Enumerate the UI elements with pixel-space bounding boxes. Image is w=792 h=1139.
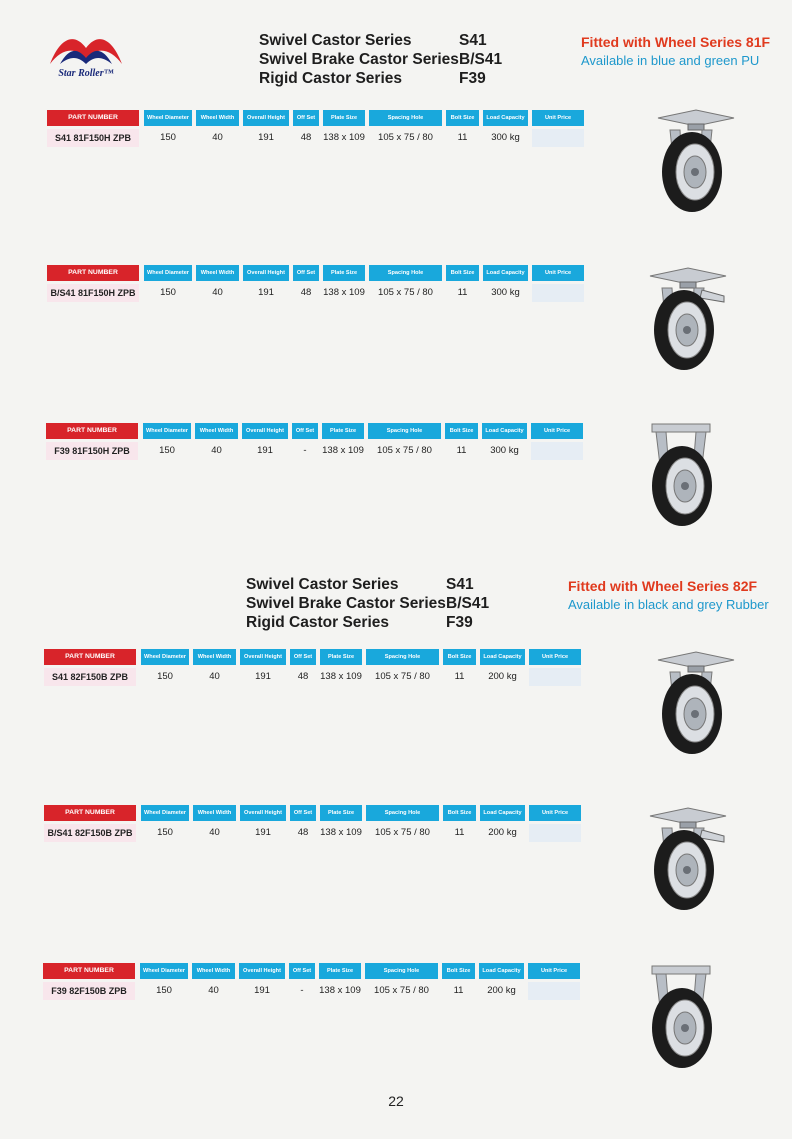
wheel-diameter-value: 150 (160, 287, 176, 298)
wheel-width-header: Wheel Width (196, 110, 239, 126)
wheel-diameter-value: 150 (157, 671, 173, 682)
offset-header: Off Set (289, 963, 315, 979)
series-list-2 (246, 575, 489, 632)
load-capacity-value: 300 kg (490, 445, 519, 456)
part-number-header: PART NUMBER (43, 963, 135, 979)
wheel-width-header: Wheel Width (196, 265, 239, 281)
series-name: Swivel Castor Series (246, 576, 399, 593)
page-number: 22 (388, 1093, 404, 1109)
plate-size-value: 138 x 109 (320, 671, 362, 682)
plate-size-value: 138 x 109 (323, 287, 365, 298)
wheel-width-value: 40 (208, 985, 219, 996)
plate-size-value: 138 x 109 (322, 445, 364, 456)
spacing-hole-header: Spacing Hole (366, 649, 439, 665)
series-list-1 (259, 31, 502, 88)
wheel-diameter-value: 150 (157, 827, 173, 838)
wheel-diameter-value: 150 (160, 132, 176, 143)
bolt-size-header: Bolt Size (442, 963, 475, 979)
overall-height-value: 191 (255, 671, 271, 682)
unit-price-value (532, 284, 584, 302)
plate-size-header: Plate Size (320, 649, 362, 665)
series-name: Rigid Castor Series (246, 614, 389, 631)
available-colors-text: Available in black and grey Rubber (568, 597, 769, 612)
part-number-header: PART NUMBER (44, 805, 136, 821)
offset-value: 48 (297, 827, 309, 838)
overall-height-value: 191 (254, 985, 270, 996)
overall-height-header: Overall Height (240, 805, 286, 821)
plate-size-value: 138 x 109 (320, 827, 362, 838)
bolt-size-header: Bolt Size (445, 423, 478, 439)
bolt-size-value: 11 (456, 445, 467, 456)
overall-height-header: Overall Height (239, 963, 285, 979)
part-number-value: B/S41 82F150B ZPB (44, 824, 136, 842)
unit-price-header: Unit Price (532, 265, 584, 281)
fitted-wheel-heading: Fitted with Wheel Series 81F (581, 34, 771, 50)
offset-value: 48 (300, 287, 312, 298)
wheel-diameter-header: Wheel Diameter (141, 805, 189, 821)
part-number-value: B/S41 81F150H ZPB (47, 284, 139, 302)
spacing-hole-value: 105 x 75 / 80 (375, 671, 430, 682)
part-number-value: F39 81F150H ZPB (46, 442, 138, 460)
unit-price-value (529, 824, 581, 842)
wheel-width-value: 40 (209, 827, 220, 838)
bolt-size-value: 11 (457, 287, 468, 298)
wheel-diameter-header: Wheel Diameter (144, 265, 192, 281)
part-number-value: S41 81F150H ZPB (47, 129, 139, 147)
plate-size-value: 138 x 109 (323, 132, 365, 143)
spacing-hole-value: 105 x 75 / 80 (377, 445, 432, 456)
fan-logo-icon (46, 28, 126, 68)
load-capacity-header: Load Capacity (480, 805, 525, 821)
spacing-hole-value: 105 x 75 / 80 (378, 287, 433, 298)
series-name: Rigid Castor Series (259, 70, 402, 87)
load-capacity-value: 300 kg (491, 287, 520, 298)
wheel-width-header: Wheel Width (193, 805, 236, 821)
part-number-header: PART NUMBER (47, 110, 139, 126)
unit-price-value (529, 668, 581, 686)
spacing-hole-header: Spacing Hole (365, 963, 438, 979)
bolt-size-header: Bolt Size (443, 649, 476, 665)
unit-price-header: Unit Price (531, 423, 583, 439)
offset-value: - (303, 445, 307, 456)
brand-logo: Star Roller™ (46, 28, 126, 80)
series-code: B/S41 (446, 595, 490, 612)
fitted-wheel-heading: Fitted with Wheel Series 82F (568, 578, 758, 594)
wheel-width-header: Wheel Width (195, 423, 238, 439)
offset-value: - (300, 985, 304, 996)
wheel-diameter-header: Wheel Diameter (140, 963, 188, 979)
bolt-size-header: Bolt Size (446, 110, 479, 126)
load-capacity-header: Load Capacity (483, 110, 528, 126)
swivel-castor-image (636, 648, 756, 763)
plate-size-header: Plate Size (319, 963, 361, 979)
part-number-value: S41 82F150B ZPB (44, 668, 136, 686)
load-capacity-value: 200 kg (488, 827, 517, 838)
bolt-size-header: Bolt Size (446, 265, 479, 281)
wheel-width-value: 40 (212, 132, 223, 143)
unit-price-header: Unit Price (532, 110, 584, 126)
overall-height-value: 191 (257, 445, 273, 456)
offset-value: 48 (300, 132, 312, 143)
offset-header: Off Set (290, 649, 316, 665)
spacing-hole-value: 105 x 75 / 80 (375, 827, 430, 838)
wheel-diameter-header: Wheel Diameter (143, 423, 191, 439)
castor-wheel-icon (628, 264, 748, 374)
wheel-width-value: 40 (212, 287, 223, 298)
bolt-size-value: 11 (453, 985, 464, 996)
spacing-hole-header: Spacing Hole (366, 805, 439, 821)
spacing-hole-header: Spacing Hole (368, 423, 441, 439)
plate-size-value: 138 x 109 (319, 985, 361, 996)
wheel-diameter-header: Wheel Diameter (144, 110, 192, 126)
overall-height-header: Overall Height (243, 110, 289, 126)
castor-wheel-icon (628, 804, 748, 914)
spacing-hole-value: 105 x 75 / 80 (374, 985, 429, 996)
castor-wheel-icon (636, 106, 756, 216)
offset-header: Off Set (292, 423, 318, 439)
bolt-size-value: 11 (457, 132, 468, 143)
overall-height-value: 191 (258, 132, 274, 143)
load-capacity-header: Load Capacity (479, 963, 524, 979)
series-code: B/S41 (459, 51, 503, 68)
wheel-width-value: 40 (209, 671, 220, 682)
unit-price-value (528, 982, 580, 1000)
series-code: S41 (459, 32, 487, 49)
available-colors-text: Available in blue and green PU (581, 53, 760, 68)
plate-size-header: Plate Size (322, 423, 364, 439)
load-capacity-header: Load Capacity (482, 423, 527, 439)
series-code: S41 (446, 576, 474, 593)
series-code: F39 (446, 614, 473, 631)
offset-value: 48 (297, 671, 309, 682)
series-name: Swivel Brake Castor Series (246, 595, 446, 612)
offset-header: Off Set (293, 110, 319, 126)
wheel-width-value: 40 (211, 445, 222, 456)
load-capacity-value: 200 kg (488, 671, 517, 682)
spacing-hole-header: Spacing Hole (369, 110, 442, 126)
brake-castor-image (628, 264, 748, 379)
series-name: Swivel Castor Series (259, 32, 412, 49)
part-number-value: F39 82F150B ZPB (43, 982, 135, 1000)
unit-price-header: Unit Price (528, 963, 580, 979)
spacing-hole-header: Spacing Hole (369, 265, 442, 281)
wheel-width-header: Wheel Width (192, 963, 235, 979)
offset-header: Off Set (293, 265, 319, 281)
plate-size-header: Plate Size (323, 110, 365, 126)
castor-wheel-icon (632, 420, 752, 530)
part-number-header: PART NUMBER (47, 265, 139, 281)
overall-height-header: Overall Height (243, 265, 289, 281)
part-number-header: PART NUMBER (46, 423, 138, 439)
plate-size-header: Plate Size (323, 265, 365, 281)
overall-height-header: Overall Height (242, 423, 288, 439)
swivel-castor-image (636, 106, 756, 221)
overall-height-value: 191 (258, 287, 274, 298)
rigid-castor-image (632, 962, 752, 1077)
offset-header: Off Set (290, 805, 316, 821)
castor-wheel-icon (636, 648, 756, 758)
rigid-castor-image (632, 420, 752, 535)
wheel-diameter-value: 150 (159, 445, 175, 456)
unit-price-header: Unit Price (529, 805, 581, 821)
unit-price-header: Unit Price (529, 649, 581, 665)
bolt-size-header: Bolt Size (443, 805, 476, 821)
wheel-width-header: Wheel Width (193, 649, 236, 665)
part-number-header: PART NUMBER (44, 649, 136, 665)
wheel-diameter-header: Wheel Diameter (141, 649, 189, 665)
load-capacity-value: 200 kg (487, 985, 516, 996)
series-name: Swivel Brake Castor Series (259, 51, 459, 68)
plate-size-header: Plate Size (320, 805, 362, 821)
overall-height-header: Overall Height (240, 649, 286, 665)
wheel-diameter-value: 150 (156, 985, 172, 996)
spacing-hole-value: 105 x 75 / 80 (378, 132, 433, 143)
bolt-size-value: 11 (454, 671, 465, 682)
unit-price-value (531, 442, 583, 460)
series-code: F39 (459, 70, 486, 87)
load-capacity-value: 300 kg (491, 132, 520, 143)
brake-castor-image (628, 804, 748, 919)
unit-price-value (532, 129, 584, 147)
overall-height-value: 191 (255, 827, 271, 838)
brand-name: Star Roller (58, 68, 104, 79)
load-capacity-header: Load Capacity (480, 649, 525, 665)
bolt-size-value: 11 (454, 827, 465, 838)
castor-wheel-icon (632, 962, 752, 1072)
load-capacity-header: Load Capacity (483, 265, 528, 281)
